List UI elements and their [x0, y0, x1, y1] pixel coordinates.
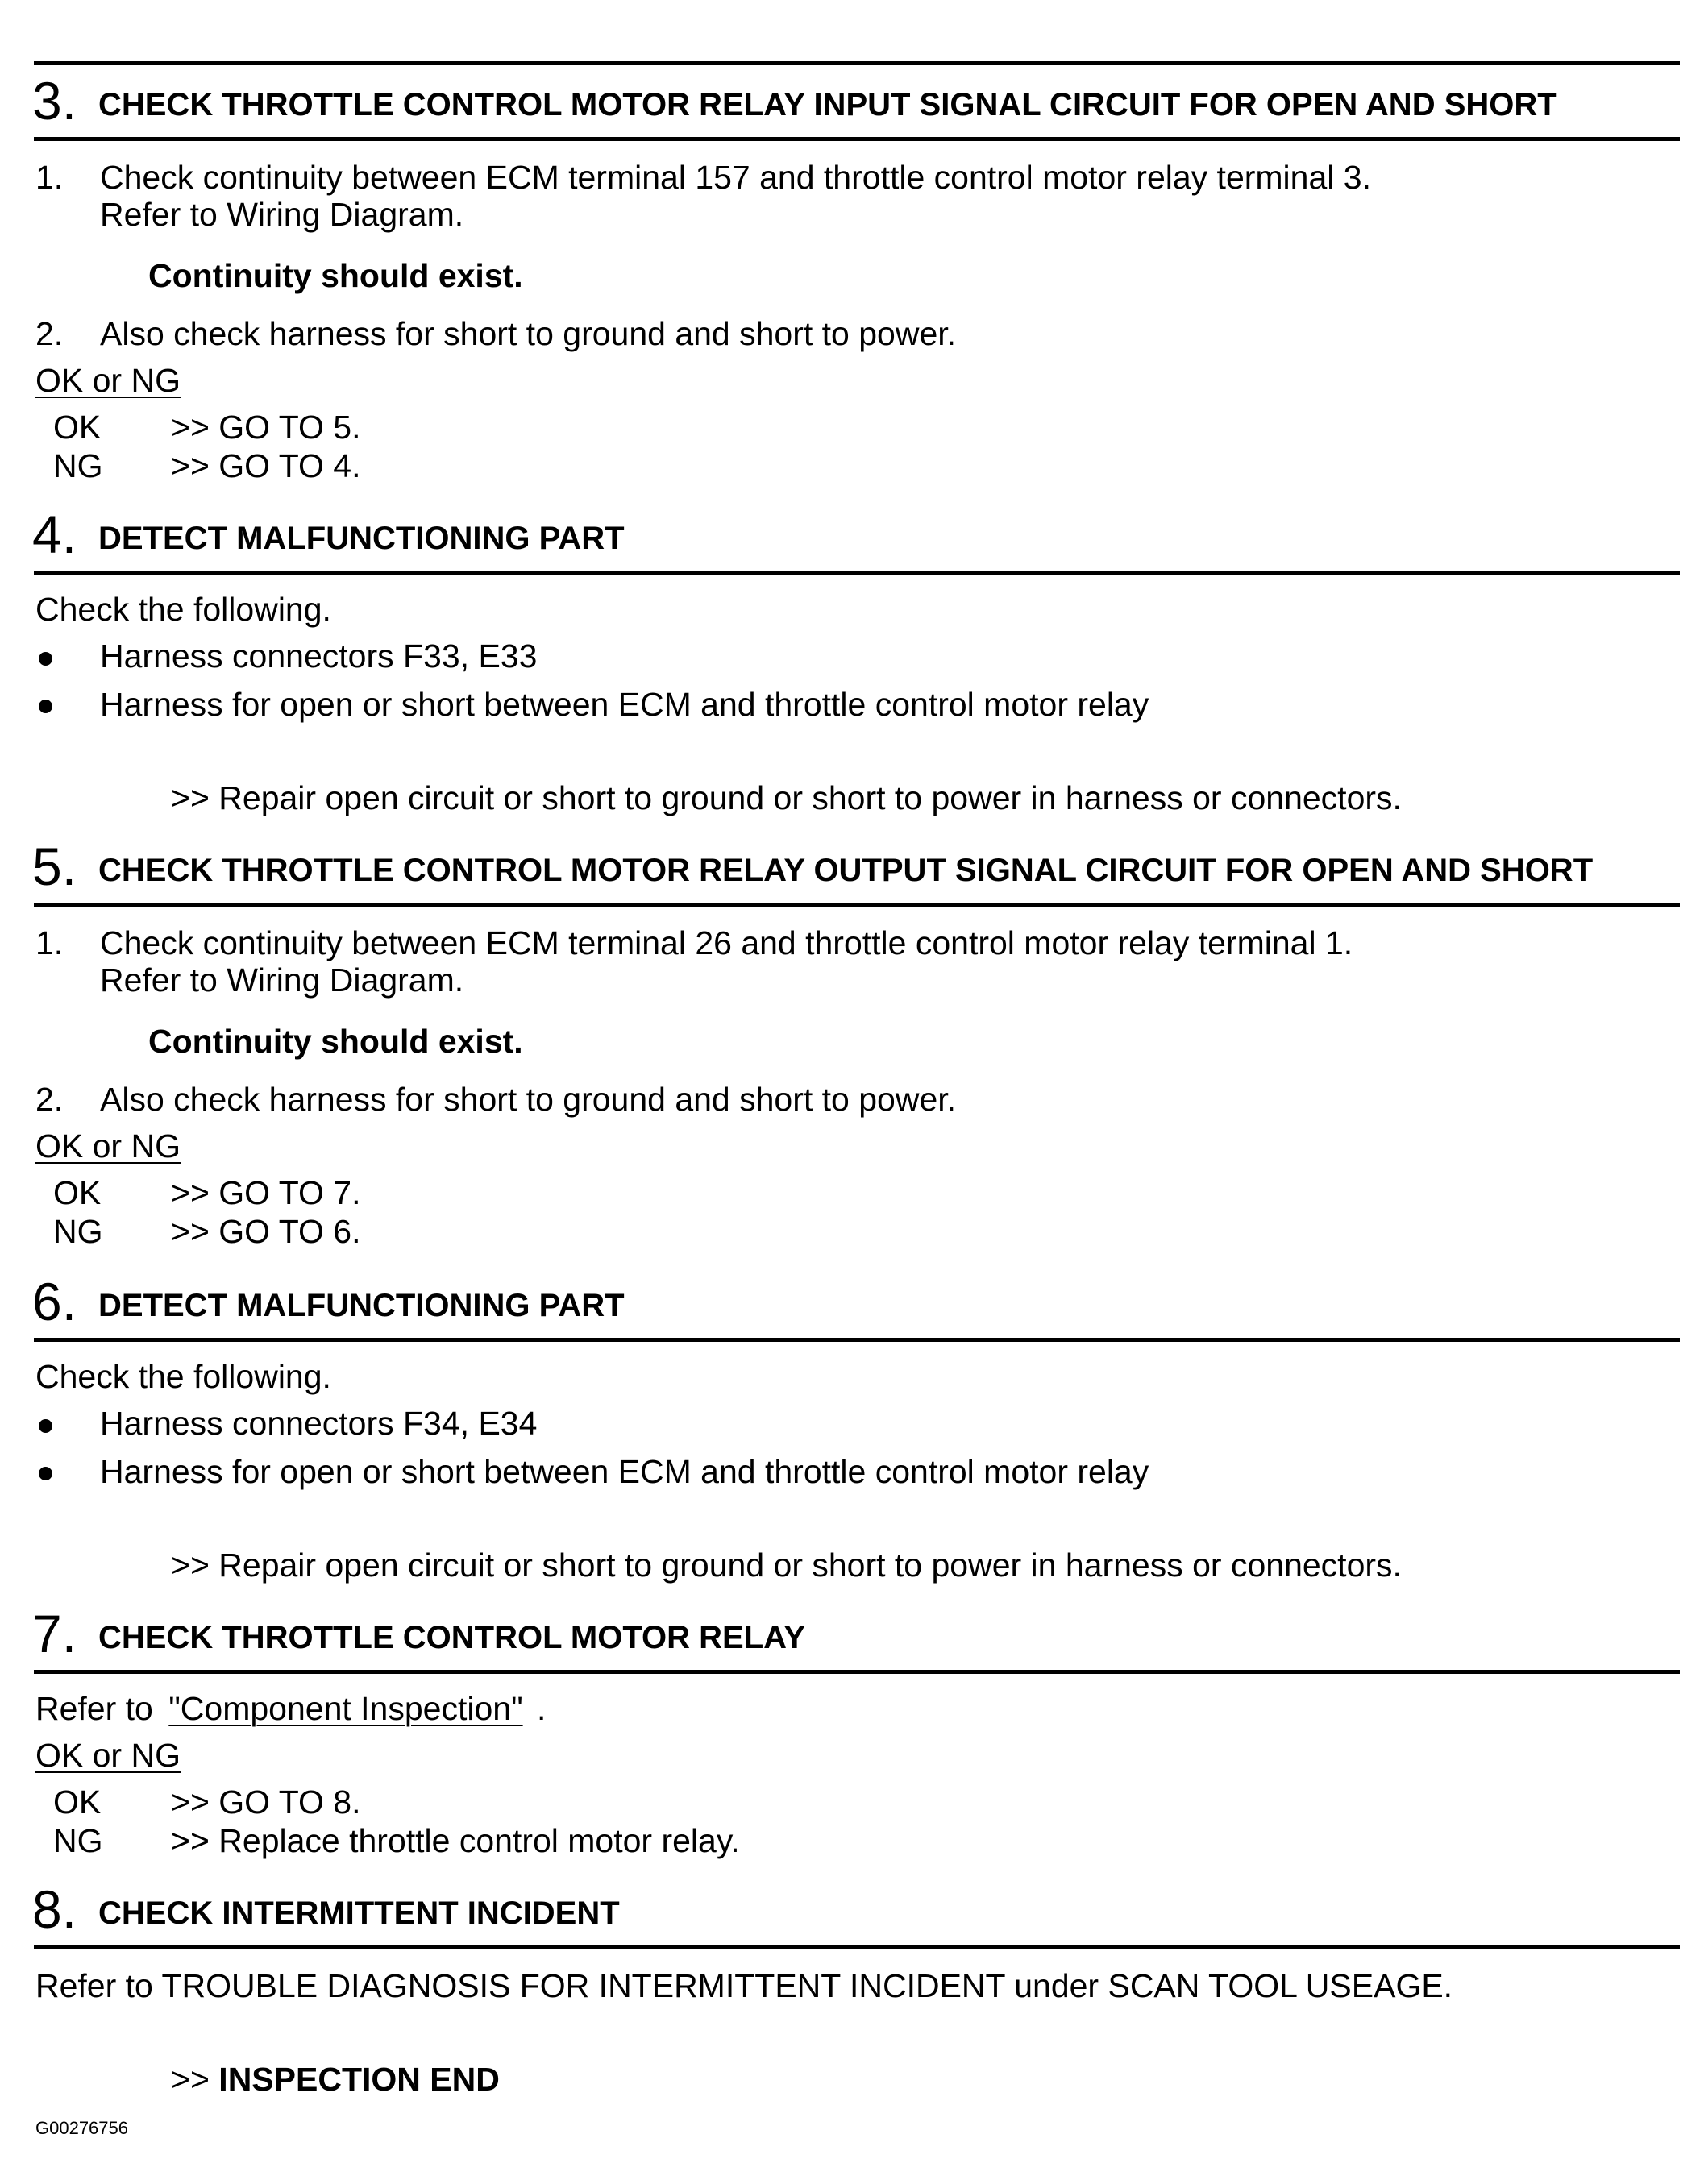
step-7-refer-suffix: . — [537, 1690, 547, 1727]
step-7-ok-label: OK — [53, 1783, 102, 1821]
step-5-item-1-line-1: Check continuity between ECM terminal 26 and throttle control motor relay terminal 1. — [100, 924, 1353, 961]
step-3-title-rule — [34, 137, 1680, 141]
step-3-ok-action: >> GO TO 5. — [171, 409, 361, 446]
step-4-action: >> Repair open circuit or short to ground or short to power in harness or connectors. — [171, 779, 1402, 816]
step-5-result-heading: OK or NG — [35, 1127, 181, 1165]
step-3-item-2: Also check harness for short to ground and short to power. — [100, 315, 957, 352]
step-7-ok-action: >> GO TO 8. — [171, 1783, 361, 1821]
component-inspection-link[interactable]: "Component Inspection" — [168, 1690, 523, 1727]
step-3-ng-label: NG — [53, 447, 103, 484]
step-5-ng-label: NG — [53, 1213, 103, 1250]
step-7-number: 7. — [32, 1604, 77, 1663]
step-5-number: 5. — [32, 837, 77, 896]
step-3-item-2-number: 2. — [35, 315, 64, 352]
step-5-title: CHECK THROTTLE CONTROL MOTOR RELAY OUTPUT SIGNAL CIRCUIT FOR OPEN AND SHORT — [98, 853, 1594, 888]
step-6-action: >> Repair open circuit or short to ground or short to power in harness or connectors. — [171, 1547, 1402, 1584]
inspection-end-line — [171, 2060, 500, 2099]
bullet-icon — [39, 1467, 52, 1480]
step-5-ok-action: >> GO TO 7. — [171, 1174, 361, 1211]
step-5-item-2-number: 2. — [35, 1081, 64, 1118]
bullet-icon — [39, 700, 52, 713]
step-7-title: CHECK THROTTLE CONTROL MOTOR RELAY — [98, 1620, 806, 1655]
step-8-number: 8. — [32, 1879, 77, 1939]
step-3-ok-label: OK — [53, 409, 102, 446]
step-3-top-rule — [34, 61, 1680, 65]
step-7-refer-line — [35, 1689, 546, 1728]
step-3-item-1-number: 1. — [35, 159, 64, 196]
step-3-item-1-line-2: Refer to Wiring Diagram. — [100, 196, 464, 233]
step-5-ok-label: OK — [53, 1174, 102, 1211]
step-8-title-rule — [34, 1945, 1680, 1949]
step-3-continuity-note: Continuity should exist. — [148, 257, 523, 294]
inspection-end-prefix: >> — [171, 2061, 210, 2098]
figure-id: G00276756 — [35, 2118, 128, 2138]
step-3-result-heading: OK or NG — [35, 362, 181, 399]
step-7-refer-prefix: Refer to — [35, 1690, 153, 1727]
inspection-end-label: INSPECTION END — [218, 2061, 500, 2098]
step-4-title-rule — [34, 571, 1680, 575]
step-6-intro: Check the following. — [35, 1358, 331, 1395]
step-3-number: 3. — [32, 71, 77, 131]
step-4-title: DETECT MALFUNCTIONING PART — [98, 521, 625, 556]
step-6-bullet-2: Harness for open or short between ECM and throttle control motor relay — [100, 1453, 1149, 1490]
step-3-ng-action: >> GO TO 4. — [171, 447, 361, 484]
step-4-intro: Check the following. — [35, 591, 331, 628]
step-5-item-1-number: 1. — [35, 924, 64, 961]
step-7-title-rule — [34, 1670, 1680, 1674]
step-7-ng-action: >> Replace throttle control motor relay. — [171, 1822, 740, 1859]
step-4-bullet-1: Harness connectors F33, E33 — [100, 637, 538, 675]
step-5-ng-action: >> GO TO 6. — [171, 1213, 361, 1250]
step-5-item-2: Also check harness for short to ground and short to power. — [100, 1081, 957, 1118]
step-8-refer-text: Refer to TROUBLE DIAGNOSIS FOR INTERMITTENT INCIDENT under SCAN TOOL USEAGE. — [35, 1967, 1453, 2004]
step-6-bullet-1: Harness connectors F34, E34 — [100, 1405, 538, 1442]
step-7-ng-label: NG — [53, 1822, 103, 1859]
step-4-bullet-2: Harness for open or short between ECM and throttle control motor relay — [100, 686, 1149, 723]
step-8-title: CHECK INTERMITTENT INCIDENT — [98, 1895, 620, 1931]
step-5-item-1-line-2: Refer to Wiring Diagram. — [100, 961, 464, 999]
step-6-title-rule — [34, 1338, 1680, 1342]
step-5-title-rule — [34, 903, 1680, 907]
bullet-icon — [39, 1419, 52, 1433]
step-3-item-1-line-1: Check continuity between ECM terminal 157 and throttle control motor relay terminal 3. — [100, 159, 1371, 196]
bullet-icon — [39, 652, 52, 666]
step-4-number: 4. — [32, 504, 77, 564]
step-7-result-heading: OK or NG — [35, 1737, 181, 1774]
step-3-title: CHECK THROTTLE CONTROL MOTOR RELAY INPUT SIGNAL CIRCUIT FOR OPEN AND SHORT — [98, 87, 1557, 122]
step-6-number: 6. — [32, 1272, 77, 1331]
step-6-title: DETECT MALFUNCTIONING PART — [98, 1288, 625, 1323]
step-5-continuity-note: Continuity should exist. — [148, 1023, 523, 1060]
